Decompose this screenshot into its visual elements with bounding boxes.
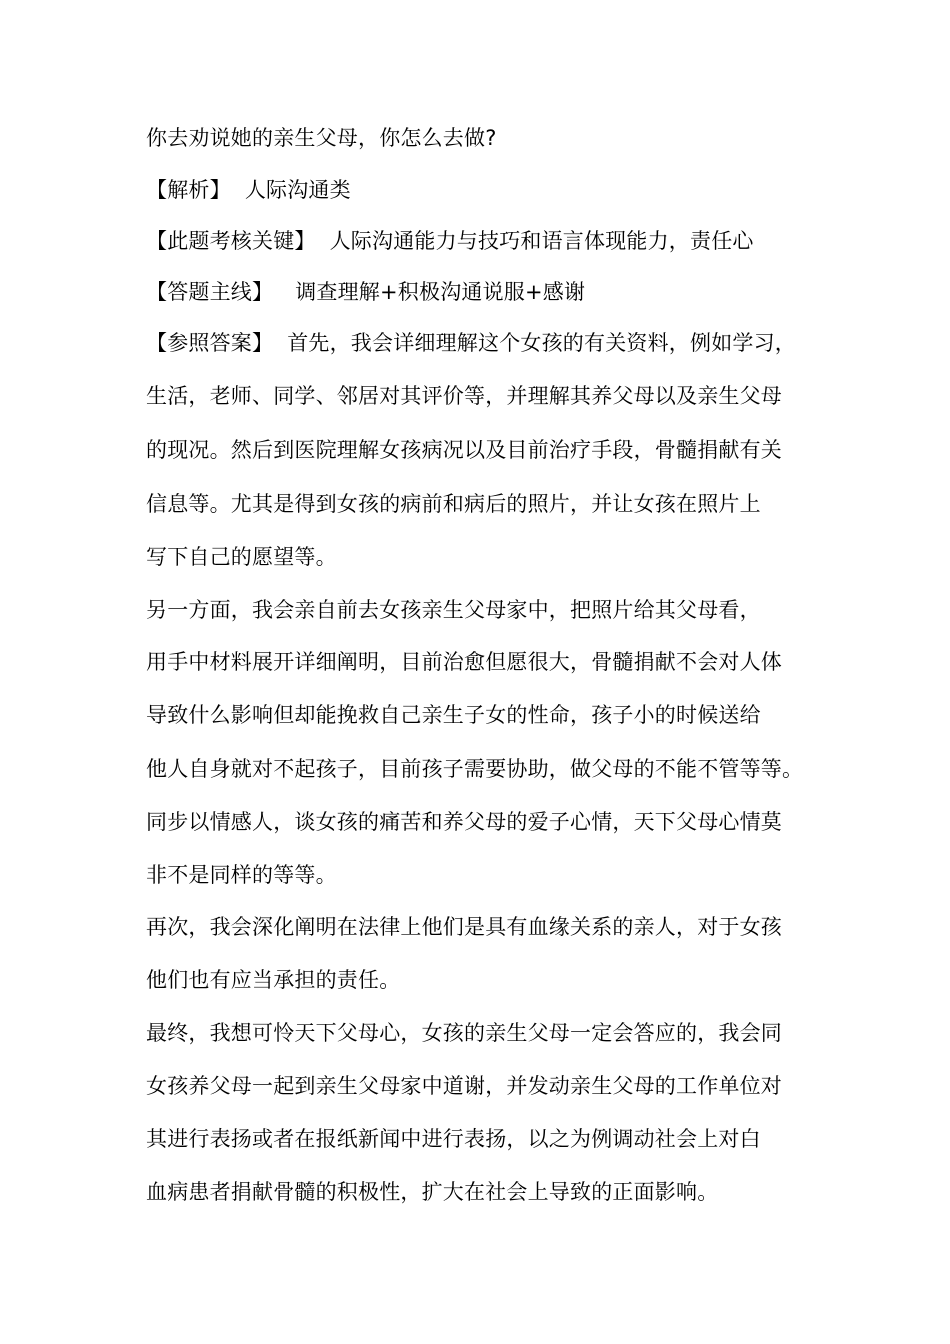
answer-line: 他们也有应当承担的责任。 bbox=[146, 968, 401, 992]
answer-line: 另一方面，我会亲自前去女孩亲生父母家中，把照片给其父母看， bbox=[146, 598, 761, 622]
answer-line: 再次，我会深化阐明在法律上他们是具有血缘关系的亲人，对于女孩 bbox=[146, 915, 782, 939]
key-point-value: 人际沟通能力与技巧和语言体现能力，责任心 bbox=[329, 229, 754, 253]
answer-row bbox=[146, 329, 826, 357]
answer-line: 其进行表扬或者在报纸新闻中进行表扬，以之为例调动社会上对白 bbox=[146, 1127, 761, 1151]
answer-line: 用手中材料展开详细阐明，目前治愈但愿很大，骨髓捐献不会对人体 bbox=[146, 650, 782, 674]
analysis-label: 【解析】 bbox=[146, 178, 231, 202]
analysis-value: 人际沟通类 bbox=[244, 178, 351, 202]
main-line-label: 【答题主线】 bbox=[146, 280, 274, 304]
answer-label: 【参照答案】 bbox=[146, 331, 274, 355]
answer-line: 导致什么影响但却能挽救自己亲生子女的性命，孩子小的时候送给 bbox=[146, 703, 761, 727]
answer-line: 信息等。尤其是得到女孩的病前和病后的照片，并让女孩在照片上 bbox=[146, 492, 761, 516]
answer-line: 写下自己的愿望等。 bbox=[146, 545, 337, 569]
answer-line: 同步以情感人，谈女孩的痛苦和养父母的爱子心情，天下父母心情莫 bbox=[146, 810, 782, 834]
main-line-row bbox=[146, 278, 826, 306]
answer-line: 非不是同样的等等。 bbox=[146, 863, 337, 887]
answer-line: 他人自身就对不起孩子，目前孩子需要协助，做父母的不能不管等等。 bbox=[146, 757, 804, 781]
question-intro: 你去劝说她的亲生父母，你怎么去做? bbox=[146, 126, 497, 150]
key-point-label: 【此题考核关键】 bbox=[146, 229, 316, 253]
analysis-row bbox=[146, 176, 826, 204]
answer-line: 生活，老师、同学、邻居对其评价等，并理解其养父母以及亲生父母 bbox=[146, 384, 782, 408]
answer-line: 的现况。然后到医院理解女孩病况以及目前治疗手段，骨髓捐献有关 bbox=[146, 438, 782, 462]
key-point-row bbox=[146, 227, 826, 255]
answer-line: 最终，我想可怜天下父母心，女孩的亲生父母一定会答应的，我会同 bbox=[146, 1021, 782, 1045]
answer-line: 女孩养父母一起到亲生父母家中道谢，并发动亲生父母的工作单位对 bbox=[146, 1074, 782, 1098]
main-line-value: 调查理解+积极沟通说服+感谢 bbox=[295, 280, 586, 304]
answer-line: 血病患者捐献骨髓的积极性，扩大在社会上导致的正面影响。 bbox=[146, 1180, 719, 1204]
answer-line: 首先，我会详细理解这个女孩的有关资料，例如学习， bbox=[287, 331, 797, 355]
